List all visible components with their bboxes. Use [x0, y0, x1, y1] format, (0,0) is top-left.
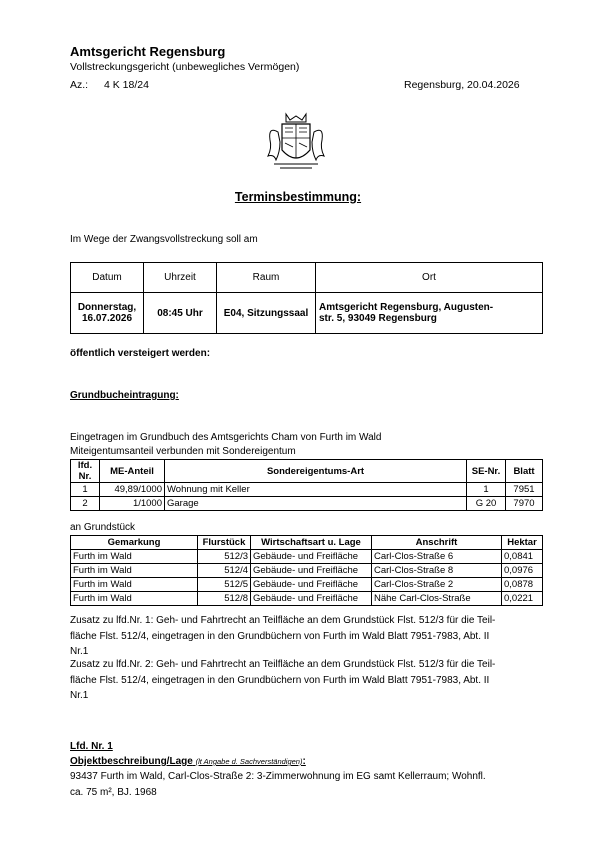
table-header-row — [71, 460, 543, 483]
table-cell: Carl-Clos-Straße 6 — [372, 550, 502, 564]
file-number-label: Az.: — [70, 79, 89, 91]
table-row — [71, 293, 543, 334]
table-cell: Garage — [165, 497, 467, 511]
column-header: Wirtschaftsart u. Lage — [251, 536, 372, 550]
appointment-time: 08:45 Uhr — [144, 293, 217, 334]
column-header: Flurstück — [198, 536, 251, 550]
table-cell: Wohnung mit Keller — [165, 483, 467, 497]
column-header-text: Nr. — [78, 471, 92, 482]
appointment-date — [71, 293, 144, 334]
column-header-lfd — [71, 460, 100, 483]
table-row — [71, 497, 543, 511]
land-register-text: Eingetragen im Grundbuch des Amtsgerichts Cham von Furth im Wald — [70, 432, 382, 443]
column-header: Raum — [217, 263, 316, 293]
table-cell: G 20 — [467, 497, 506, 511]
page-title: Terminsbestimmung: — [234, 190, 362, 204]
object-description — [70, 769, 546, 800]
table-cell: Furth im Wald — [71, 564, 198, 578]
table-header-row — [71, 263, 543, 293]
table-cell: 0,0976 — [502, 564, 543, 578]
table-cell: Gebäude- und Freifläche — [251, 550, 372, 564]
column-header: SE-Nr. — [467, 460, 506, 483]
section-heading-grundbuch: Grundbucheintragung: — [70, 390, 179, 401]
object-heading-note: (lt Angabe d. Sachverständigen) — [195, 757, 303, 766]
description-line: 93437 Furth im Wald, Carl-Clos-Straße 2: 3-Zimmerwohnung im EG samt Kellerraum; Wohnfl. — [70, 771, 486, 782]
auction-statement: öffentlich versteigert werden: — [70, 348, 211, 359]
file-number-value: 4 K 18/24 — [104, 79, 149, 91]
table-row — [71, 564, 543, 578]
table-cell: 1 — [467, 483, 506, 497]
object-heading-text: Objektbeschreibung/Lage — [70, 756, 193, 767]
table-cell: Furth im Wald — [71, 550, 198, 564]
bavarian-coat-of-arms-icon — [262, 110, 330, 172]
place-date: Regensburg, 20.04.2026 — [404, 79, 520, 91]
table-cell: 0,0878 — [502, 578, 543, 592]
table-cell: Gebäude- und Freifläche — [251, 564, 372, 578]
location-line: str. 5, 93049 Regensburg — [319, 313, 437, 324]
table-cell: 0,0841 — [502, 550, 543, 564]
table-cell: 7970 — [506, 497, 543, 511]
table-cell: 512/3 — [198, 550, 251, 564]
column-header: Gemarkung — [71, 536, 198, 550]
file-number — [70, 79, 149, 91]
addendum-2 — [70, 657, 546, 704]
item-heading: Lfd. Nr. 1 — [70, 741, 113, 752]
court-name: Amtsgericht Regensburg — [70, 44, 226, 59]
column-header: Blatt — [506, 460, 543, 483]
addendum-line: Nr.1 — [70, 690, 89, 701]
location-line: Amtsgericht Regensburg, Augusten- — [319, 302, 494, 313]
table-cell: Furth im Wald — [71, 578, 198, 592]
column-header: Datum — [71, 263, 144, 293]
object-description-heading — [70, 756, 306, 767]
parcel-table — [70, 535, 543, 606]
table-header-row — [71, 536, 543, 550]
table-cell: Nähe Carl-Clos-Straße — [372, 592, 502, 606]
column-header: Ort — [316, 263, 543, 293]
column-header: Hektar — [502, 536, 543, 550]
separate-ownership-table — [70, 459, 543, 511]
table-cell: Carl-Clos-Straße 8 — [372, 564, 502, 578]
table-row — [71, 550, 543, 564]
column-header: ME-Anteil — [100, 460, 165, 483]
table-row — [71, 578, 543, 592]
court-subtitle: Vollstreckungsgericht (unbewegliches Vermögen) — [70, 61, 300, 73]
addendum-line: fläche Flst. 512/4, eingetragen in den Grundbüchern von Furth im Wald Blatt 7951-7983, Abt. II — [70, 674, 490, 686]
table-cell: 1/1000 — [100, 497, 165, 511]
table-cell: 512/5 — [198, 578, 251, 592]
table-cell: Gebäude- und Freifläche — [251, 578, 372, 592]
appointment-weekday: Donnerstag, — [77, 302, 137, 313]
addendum-line: Zusatz zu lfd.Nr. 1: Geh- und Fahrtrecht an Teilfläche an dem Grundstück Flst. 512/3 für die Teil- — [70, 615, 496, 626]
table-cell: 7951 — [506, 483, 543, 497]
appointment-location — [316, 293, 543, 334]
intro-text: Im Wege der Zwangsvollstreckung soll am — [70, 234, 258, 245]
appointment-day: 16.07.2026 — [81, 313, 133, 324]
table-cell: Gebäude- und Freifläche — [251, 592, 372, 606]
addendum-line: Nr.1 — [70, 646, 89, 657]
table-cell: Carl-Clos-Straße 2 — [372, 578, 502, 592]
table-cell: 1 — [71, 483, 100, 497]
addendum-1 — [70, 613, 546, 660]
table-cell: 49,89/1000 — [100, 483, 165, 497]
table-row — [71, 592, 543, 606]
column-header: Anschrift — [372, 536, 502, 550]
parcel-label: an Grundstück — [70, 522, 136, 533]
table-cell: 0,0221 — [502, 592, 543, 606]
co-ownership-text: Miteigentumsanteil verbunden mit Sondereigentum — [70, 446, 296, 457]
appointment-table — [70, 262, 543, 334]
table-cell: 512/4 — [198, 564, 251, 578]
column-header: Uhrzeit — [144, 263, 217, 293]
addendum-line: fläche Flst. 512/4, eingetragen in den Grundbüchern von Furth im Wald Blatt 7951-7983, Abt. II — [70, 630, 490, 642]
table-cell: 512/8 — [198, 592, 251, 606]
column-header-text: lfd. — [77, 460, 93, 471]
column-header: Sondereigentums-Art — [165, 460, 467, 483]
description-line: ca. 75 m², BJ. 1968 — [70, 786, 157, 798]
table-row — [71, 483, 543, 497]
table-cell: 2 — [71, 497, 100, 511]
appointment-room: E04, Sitzungssaal — [217, 293, 316, 334]
table-cell: Furth im Wald — [71, 592, 198, 606]
addendum-line: Zusatz zu lfd.Nr. 2: Geh- und Fahrtrecht an Teilfläche an dem Grundstück Flst. 512/3 für die Teil- — [70, 659, 496, 670]
object-heading-colon: : — [302, 756, 306, 767]
